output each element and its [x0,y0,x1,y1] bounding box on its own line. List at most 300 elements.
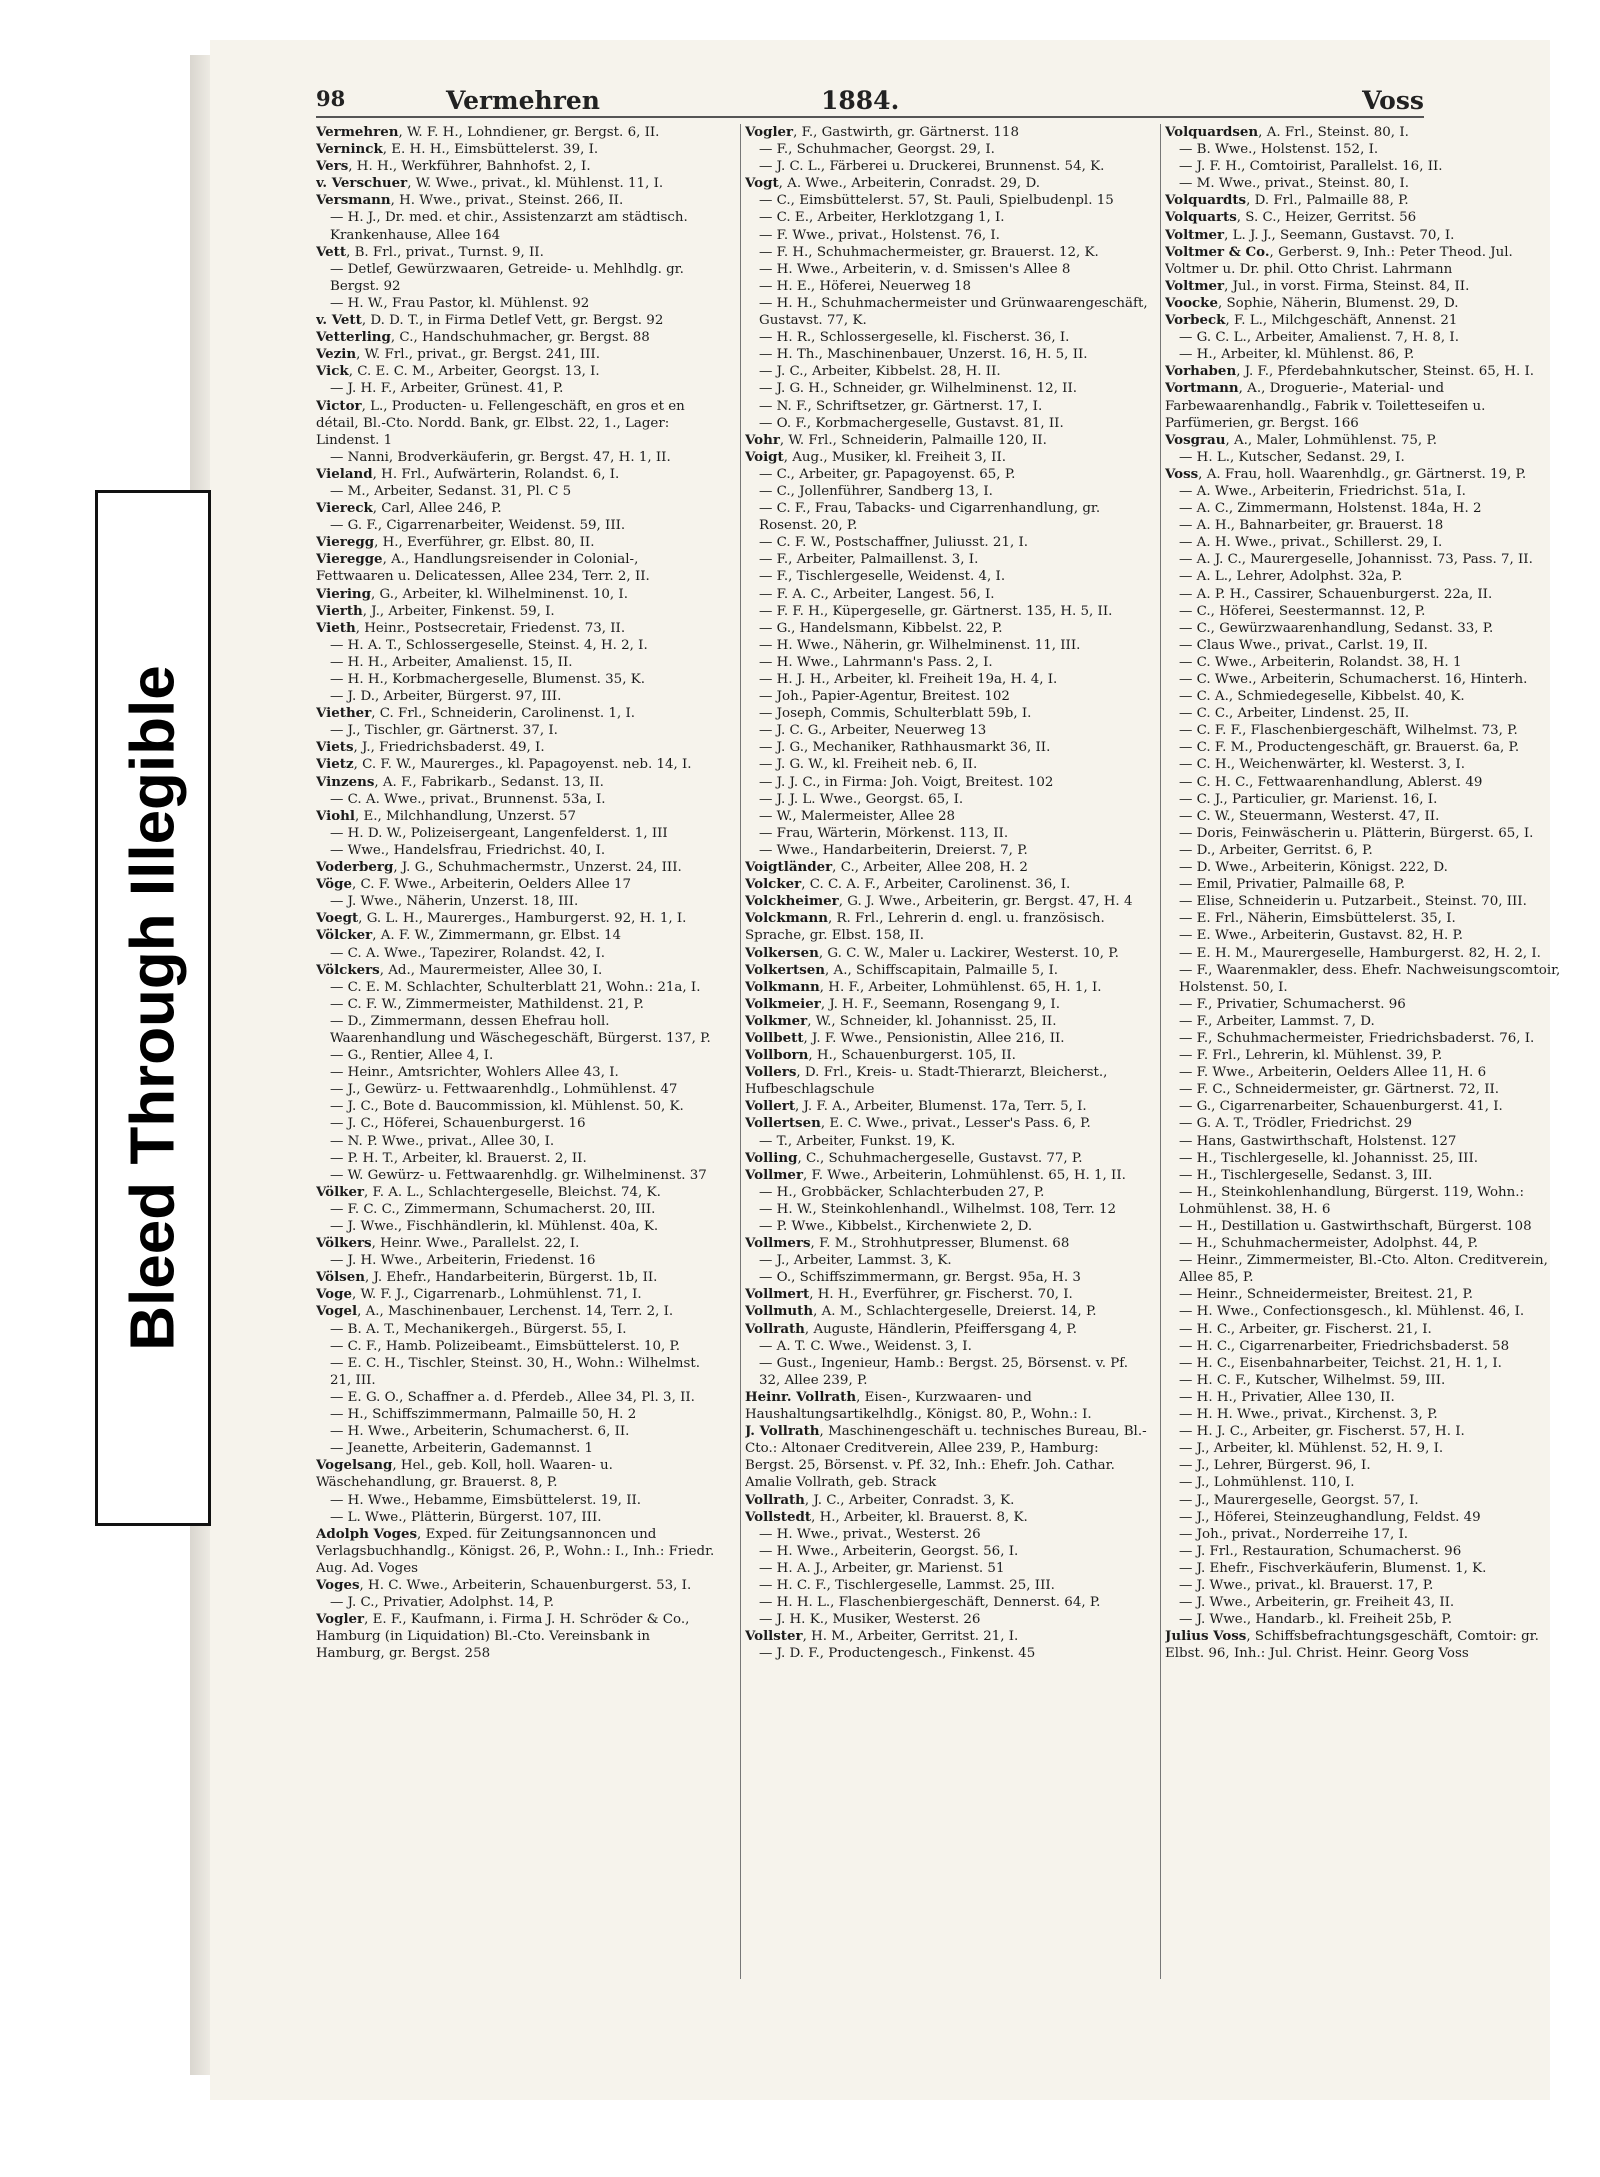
directory-entry [745,1150,1149,1167]
entry-separator: , [361,398,371,414]
entry-dash: — [759,1338,777,1354]
entry-text: J. C. L., Färberei u. Druckerei, Brunnenst. 54, K. [776,159,1105,175]
directory-entry [1165,842,1569,859]
entry-dash: — [759,740,777,756]
entry-text: C. W., Steuermann, Westerst. 47, II. [1196,808,1440,824]
entry-separator: , [390,193,400,209]
entry-text: L., Producten- u. Fellengeschäft, en gros et en détail, Bl.-Cto. Nordd. Bank, gr. Elbst. 22, 1., Lager: Lindenst. 1 [316,398,685,448]
entry-text: J. H. Wwe., Arbeiterin, Friedenst. 16 [347,1253,596,1269]
entry-text: Auguste, Händlerin, Pfeiffersgang 4, P. [813,1321,1077,1337]
entry-dash: — [1179,1253,1197,1269]
entry-text: Joseph, Commis, Schulterblatt 59b, I. [776,706,1032,722]
entry-dash: — [759,723,777,739]
directory-entry [745,1115,1149,1132]
directory-entry [316,209,720,243]
entry-text: Nanni, Brodverkäuferin, gr. Bergst. 47, H. 1, II. [347,449,671,465]
entry-text: A. Frl., Steinst. 80, I. [1266,125,1409,140]
directory-entry [745,1269,1149,1286]
entry-dash: — [1179,535,1197,551]
entry-text: Sophie, Näherin, Blumenst. 29, D. [1226,295,1459,311]
entry-text: C. A., Schmiedegeselle, Kibbelst. 40, K. [1196,689,1465,705]
entry-text: Maschinengeschäft u. technisches Bureau, Bl.-Cto.: Altonaer Creditverein, Allee 239, P., Hamburg: Bergst. 25, Börsenst. v. Pf. 32, Inh.: Ehefr. Joh. Cathar. Amalie Vollrath, geb. Strack [745,1424,1147,1491]
entry-text: Jul., in vorst. Firma, Steinst. 84, II. [1232,278,1470,294]
entry-text: C. H., Weichenwärter, kl. Westerst. 3, I. [1196,757,1465,773]
entry-text: H. C., Arbeiter, gr. Fischerst. 21, I. [1196,1321,1432,1337]
entry-dash: — [1179,176,1197,192]
entry-separator: , [832,860,841,876]
entry-text: A. H., Bahnarbeiter, gr. Brauerst. 18 [1196,518,1444,534]
entry-dash: — [1179,552,1197,568]
entry-dash: — [759,501,777,517]
entry-separator: , [783,449,793,465]
entry-text: H. Th., Maschinenbauer, Unzerst. 16, H. 5, II. [776,347,1088,363]
entry-text: A., Maschinenbauer, Lerchenst. 14, Terr. 2, I. [365,1304,674,1320]
directory-entry [745,1030,1149,1047]
entry-separator: , [371,586,380,602]
directory-entry [316,1611,720,1662]
directory-entry [745,637,1149,654]
entry-text: J. F. A., Arbeiter, Blumenst. 17a, Terr. 5, I. [803,1099,1087,1115]
entry-text: G., Handelsmann, Kibbelst. 22, P. [776,620,1003,636]
entry-name: Voltmer [1165,226,1225,243]
entry-text: J. C., Höferei, Schauenburgerst. 16 [347,1116,586,1132]
entry-dash: — [330,1116,348,1132]
entry-dash: — [759,210,777,226]
directory-entry [316,192,720,209]
entry-dash: — [1179,1236,1197,1252]
entry-text: H., Schauenburgerst. 105, II. [816,1048,1016,1064]
entry-name: Vollborn [745,1047,809,1064]
entry-separator: , [353,740,363,756]
entry-text: H. H. L., Flaschenbiergeschäft, Dennerst. 64, P. [776,1595,1101,1611]
entry-dash: — [1179,1389,1197,1405]
entry-text: Heinr. Wwe., Parallelst. 22, I. [380,1236,580,1252]
entry-text: H. W., Steinkohlenhandl., Wilhelmst. 108, Terr. 12 [776,1201,1117,1217]
directory-entry [316,586,720,603]
entry-text: C. F. F., Flaschenbiergeschäft, Wilhelmst. 73, P. [1196,723,1518,739]
entry-name: Volckmann [745,910,828,927]
directory-entry [316,1577,720,1594]
directory-entry [316,500,720,517]
entry-dash: — [330,1065,348,1081]
directory-entry [745,1303,1149,1320]
entry-dash: — [1179,1048,1197,1064]
entry-dash: — [759,689,777,705]
directory-entry [1165,1252,1569,1286]
entry-text: W. F. H., Lohndiener, gr. Bergst. 6, II. [406,125,660,140]
entry-name: Vieth [316,619,356,636]
directory-entry [745,380,1149,397]
directory-entry [745,1252,1149,1269]
entry-separator: , [802,1629,812,1645]
entry-dash: — [1179,501,1197,517]
directory-entry [316,1269,720,1286]
entry-text: J., Höferei, Steinzeughandlung, Feldst. 49 [1196,1509,1481,1525]
entry-text: Jeanette, Arbeiterin, Gademannst. 1 [347,1441,594,1457]
directory-entry [1165,517,1569,534]
directory-entry [1165,449,1569,466]
entry-separator: , [811,1509,820,1525]
entry-text: Detlef, Gewürzwaaren, Getreide- u. Mehlhdlg. gr. Bergst. 92 [330,261,684,294]
column-divider [1160,124,1161,1979]
directory-entry [316,1338,720,1355]
directory-entry [1165,910,1569,927]
entry-text: Gerberst. 9, Inh.: Peter Theod. Jul. Voltmer u. Dr. phil. Otto Christ. Lahrmann [1165,244,1513,277]
directory-entry [745,1133,1149,1150]
entry-dash: — [1179,654,1197,670]
entry-dash: — [759,244,777,260]
entry-text: G. A. T., Trödler, Friedrichst. 29 [1196,1116,1413,1132]
entry-dash: — [330,1013,348,1029]
directory-entry [745,1389,1149,1423]
directory-entry [316,1594,720,1611]
entry-text: H. Wwe., privat., Westerst. 26 [776,1526,981,1542]
entry-text: C. F., Frau, Tabacks- und Cigarrenhandlung, gr. Rosenst. 20, P. [759,501,1101,534]
directory-entry [1165,603,1569,620]
directory-entry [745,329,1149,346]
entry-dash: — [1179,1013,1197,1029]
directory-entry [316,808,720,825]
entry-text: A. C., Zimmermann, Holstenst. 184a, H. 2 [1196,501,1482,517]
entry-text: J. G., Schuhmachermstr., Unzerst. 24, III. [401,860,682,876]
directory-entry [745,1235,1149,1252]
entry-name: Vogel [316,1303,358,1320]
entry-text: H. Wwe., Hebamme, Eimsbüttelerst. 19, II. [347,1492,642,1508]
entry-separator: , [804,1492,814,1508]
entry-text: C. F. W., Maurerges., kl. Papagoyenst. neb. 14, I. [362,757,692,773]
entry-text: E., Milchhandlung, Unzerst. 57 [363,808,576,824]
entry-text: J. Wwe., Handarb., kl. Freiheit 25b, P. [1196,1612,1452,1628]
entry-dash: — [330,1082,348,1098]
entry-text: A., Handlungsreisender in Colonial-, Fettwaaren u. Delicatessen, Allee 234, Terr. 2, II. [316,552,650,585]
entry-separator: , [1238,381,1248,397]
entry-text: W. F. J., Cigarrenarb., Lohmühlenst. 71, I. [360,1287,642,1303]
entry-dash: — [330,1150,348,1166]
entry-name: Viets [316,739,354,756]
directory-entry [316,175,720,192]
entry-separator: , [371,706,380,722]
entry-dash: — [330,894,348,910]
directory-entry [1165,1133,1569,1150]
entry-text: D., Zimmermann, dessen Ehefrau holl. Waarenhandlung und Wäschegeschäft, Bürgerst. 137, P. [330,1013,711,1046]
entry-text: J. C., Arbeiter, Conradst. 3, K. [813,1492,1015,1508]
entry-text: J. D. F., Productengesch., Finkenst. 45 [776,1646,1036,1662]
directory-entry [745,534,1149,551]
directory-entry [1165,141,1569,158]
directory-entry [745,141,1149,158]
entry-text: C. C. A. F., Arbeiter, Carolinenst. 36, I. [809,877,1071,893]
directory-entry [316,158,720,175]
directory-entry [1165,1440,1569,1457]
entry-dash: — [759,261,777,277]
directory-entry [745,483,1149,500]
entry-name: Vers [316,158,349,175]
entry-text: G., Arbeiter, kl. Wilhelminenst. 10, I. [379,586,628,602]
entry-text: J. Wwe., Fischhändlerin, kl. Mühlenst. 40a, K. [347,1219,659,1234]
entry-name: Vieregge [316,551,383,568]
entry-dash: — [1179,808,1197,824]
directory-entry [745,1047,1149,1064]
directory-entry [1165,1098,1569,1115]
bleed-through-stamp [95,490,211,1526]
directory-entry [316,1115,720,1132]
entry-separator: , [374,774,383,790]
directory-entry [316,1440,720,1457]
entry-text: H. Wwe., Näherin, gr. Wilhelminenst. 11, III. [776,637,1081,653]
entry-text: E. C. H., Tischler, Steinst. 30, H., Wohn.: Wilhelmst. 21, III. [330,1355,701,1388]
entry-dash: — [1179,825,1197,841]
entry-separator: , [825,962,834,978]
entry-text: Doris, Feinwäscherin u. Plätterin, Bürgerst. 65, I. [1196,825,1534,841]
entry-dash: — [1179,1030,1197,1046]
entry-text: J. H. K., Musiker, Westerst. 26 [776,1612,981,1628]
entry-separator: , [346,244,355,260]
entry-dash: — [330,672,348,687]
directory-entry [745,261,1149,278]
directory-entry [745,1286,1149,1303]
entry-text: F., Arbeiter, Lammst. 7, D. [1196,1013,1375,1029]
directory-entry [745,1594,1149,1611]
entry-dash: — [330,791,348,807]
entry-dash: — [759,364,777,380]
entry-text: H. H., Privatier, Allee 130, II. [1196,1389,1395,1405]
column-divider [740,124,741,1979]
entry-text: C. F. M., Productengeschäft, gr. Brauerst. 6a, P. [1196,740,1520,756]
entry-text: F. A. C., Arbeiter, Langest. 56, I. [776,586,995,602]
entry-name: Volcker [745,876,802,893]
entry-dash: — [1179,1372,1197,1388]
directory-entry [745,1013,1149,1030]
entry-text: J. F. Wwe., Pensionistin, Allee 216, II. [812,1030,1065,1046]
entry-dash: — [1179,1560,1197,1576]
entry-name: Vorbeck [1165,312,1226,329]
entry-text: H. J. H., Arbeiter, kl. Freiheit 19a, H. 4, I. [776,672,1058,687]
directory-entry [745,876,1149,893]
directory-entry [316,380,720,397]
directory-entry [316,756,720,773]
entry-dash: — [759,1184,777,1200]
entry-name: Volquarts [1165,209,1237,226]
entry-dash: — [759,552,777,568]
entry-text: D. Frl., Palmaille 88, P. [1254,193,1409,209]
entry-separator: , [1224,278,1233,294]
entry-text: C., Handschuhmacher, gr. Bergst. 88 [399,330,650,346]
entry-dash: — [759,295,777,311]
directory-entry [316,295,720,312]
directory-entry [745,859,1149,876]
directory-entry [745,398,1149,415]
entry-text: H. C., Eisenbahnarbeiter, Teichst. 21, H. 1, I. [1196,1355,1502,1371]
directory-entry [745,1201,1149,1218]
directory-entry [316,774,720,791]
header-rule [316,116,1424,118]
entry-text: A. J. C., Maurergeselle, Johannisst. 73, Pass. 7, II. [1196,552,1533,568]
entry-dash: — [1179,1133,1197,1149]
directory-entry [745,346,1149,363]
entry-dash: — [1179,1509,1197,1525]
directory-entry [316,893,720,910]
entry-text: N. F., Schriftsetzer, gr. Gärtnerst. 17, I. [776,398,1043,414]
directory-entry [1165,278,1569,295]
directory-entry [316,1457,720,1491]
directory-entry [1165,1526,1569,1543]
entry-name: Voderberg [316,859,394,876]
entry-separator: , [820,1116,830,1132]
entry-text: H., Everführer, gr. Elbst. 80, II. [382,535,595,551]
directory-entry [1165,1286,1569,1303]
directory-entry [1165,346,1569,363]
entry-text: C. F. Wwe., Arbeiterin, Oelders Allee 17 [360,877,631,893]
entry-text: H., Destillation u. Gastwirthschaft, Bürgerst. 108 [1196,1219,1532,1234]
directory-entry [745,842,1149,859]
page-header [316,86,1424,120]
entry-dash: — [759,1133,777,1149]
entry-text: C. F., Hamb. Polizeibeamt., Eimsbüttelerst. 10, P. [347,1338,681,1354]
entry-dash: — [1179,996,1197,1012]
entry-dash: — [1179,603,1197,619]
entry-name: Vöge [316,876,352,893]
entry-dash: — [1179,1458,1197,1474]
entry-text: F. A. L., Schlachtergeselle, Bleichst. 74, K. [372,1184,661,1200]
entry-text: H. Wwe., Lahrmann's Pass. 2, I. [776,654,993,670]
directory-entry [1165,859,1569,876]
entry-text: G., Cigarrenarbeiter, Schauenburgerst. 41, I. [1196,1099,1503,1115]
entry-text: W. Frl., privat., gr. Bergst. 241, III. [364,347,600,363]
entry-text: Heinr., Zimmermeister, Bl.-Cto. Alton. Creditverein, Allee 85, P. [1179,1253,1548,1286]
entry-text: H. C. F., Tischlergeselle, Lammst. 25, III. [776,1577,1055,1593]
entry-text: H., Steinkohlenhandlung, Bürgerst. 119, Wohn.: Lohmühlenst. 38, H. 6 [1179,1184,1525,1217]
entry-dash: — [330,381,348,397]
directory-entry [1165,1235,1569,1252]
entry-separator: , [813,1304,822,1320]
directory-entry [1165,124,1569,141]
entry-name: Voltmer [1165,277,1225,294]
entry-text: J. Ehefr., Handarbeiterin, Bürgerst. 1b, II. [373,1270,658,1286]
directory-entry [316,1235,720,1252]
entry-separator: , [1198,466,1207,482]
directory-entry [1165,620,1569,637]
directory-entry [316,1047,720,1064]
entry-separator: , [797,1150,806,1166]
directory-entry [745,825,1149,842]
entry-text: J., Arbeiter, Lammst. 3, K. [776,1253,952,1269]
directory-entry [316,1218,720,1235]
entry-separator: , [1269,244,1279,260]
entry-separator: , [808,1048,817,1064]
entry-separator: , [827,911,837,927]
entry-dash: — [759,791,777,807]
directory-entry [745,1355,1149,1389]
entry-separator: , [1224,227,1233,243]
entry-text: H. D. W., Polizeisergeant, Langenfelderst. 1, III [347,825,668,841]
directory-entry [745,295,1149,329]
directory-entry [745,688,1149,705]
entry-dash: — [1179,842,1197,858]
entry-text: A., Droguerie-, Material- und Farbewaarenhandlg., Fabrik v. Toiletteseifen u. Parfümerien, gr. Bergst. 166 [1165,381,1486,431]
entry-name: Vollrath [745,1320,805,1337]
entry-text: C., Arbeiter, gr. Papagoyenst. 65, P. [776,466,1016,482]
directory-entry [1165,671,1569,688]
directory-entry [316,791,720,808]
directory-entry [745,415,1149,432]
directory-entry [316,124,720,141]
entry-separator: , [364,1612,373,1628]
entry-text: J. F., Pferdebahnkutscher, Steinst. 65, H. I. [1244,364,1535,380]
entry-dash: — [330,1389,348,1405]
entry-text: S. C., Heizer, Gerritst. 56 [1245,210,1417,226]
directory-entry [1165,893,1569,910]
entry-text: J. Wwe., privat., kl. Brauerst. 17, P. [1196,1577,1434,1593]
entry-text: H. L., Kutscher, Sedanst. 29, I. [1196,449,1405,465]
entry-text: G. C. L., Arbeiter, Amalienst. 7, H. 8, I. [1196,330,1459,346]
entry-text: E. G. O., Schaffner a. d. Pferdeb., Allee 34, Pl. 3, II. [347,1389,695,1405]
entry-text: Schiffsbefrachtungsgeschäft, Comtoir: gr. Elbst. 96, Inh.: Jul. Christ. Heinr. Georg Voss [1165,1629,1539,1662]
directory-entry [745,962,1149,979]
entry-text: D. Frl., Kreis- u. Stadt-Thierarzt, Bleicherst., Hufbeschlagschule [745,1065,1108,1098]
entry-text: J. H. F., Seemann, Rosengang 9, I. [829,996,1060,1012]
entry-dash: — [759,330,777,346]
directory-entry [316,517,720,534]
entry-name: Voegt [316,910,359,927]
entry-text: C., Höferei, Seestermannst. 12, P. [1196,603,1426,619]
directory-entry [316,945,720,962]
directory-entry [1165,756,1569,773]
entry-text: W., Malermeister, Allee 28 [776,808,956,824]
directory-entry [316,637,720,654]
entry-name: Voocke [1165,294,1218,311]
entry-text: J. Ehefr., Fischverkäuferin, Blumenst. 1, K. [1196,1560,1487,1576]
directory-entry [745,466,1149,483]
directory-entry [1165,466,1569,483]
entry-text: A. M., Schlachtergeselle, Dreierst. 14, P. [821,1304,1097,1320]
entry-text: J. G. W., kl. Freiheit neb. 6, II. [776,757,978,773]
directory-entry [1165,791,1569,808]
directory-entry [745,603,1149,620]
directory-entry [316,346,720,363]
directory-entry [316,534,720,551]
directory-entry [1165,1167,1569,1184]
entry-separator: , [810,1236,820,1252]
entry-dash: — [759,1595,777,1611]
entry-text: C. Wwe., Arbeiterin, Schumacherst. 16, Hinterh. [1196,672,1528,687]
entry-text: J., Tischler, gr. Gärtnerst. 37, I. [347,723,558,739]
entry-dash: — [759,654,777,670]
entry-name: Voges [316,1576,360,1593]
entry-dash: — [1179,1287,1197,1303]
entry-dash: — [330,1253,348,1269]
directory-entry [1165,1474,1569,1491]
directory-entry [316,1526,720,1577]
entry-separator: , [1246,1629,1255,1645]
directory-entry [1165,1150,1569,1167]
directory-entry [745,586,1149,603]
entry-text: F. L., Milchgeschäft, Annenst. 21 [1233,313,1458,329]
entry-separator: , [795,1099,804,1115]
entry-dash: — [759,757,777,773]
entry-text: J. G., Mechaniker, Rathhausmarkt 36, II. [776,740,1051,756]
entry-text: F., Waarenmakler, dess. Ehefr. Nachweisungscomtoir, Holstenst. 50, I. [1179,962,1561,995]
entry-name: v. Verschuer [316,175,408,192]
directory-entry [316,363,720,380]
entry-dash: — [330,637,348,653]
entry-dash: — [1179,1065,1197,1081]
entry-dash: — [330,689,348,705]
entry-text: C. Wwe., Arbeiterin, Rolandst. 38, H. 1 [1196,654,1462,670]
entry-name: Vollmuth [745,1303,814,1320]
entry-dash: — [759,620,777,636]
entry-dash: — [1179,757,1197,773]
entry-name: Vezin [316,346,357,363]
